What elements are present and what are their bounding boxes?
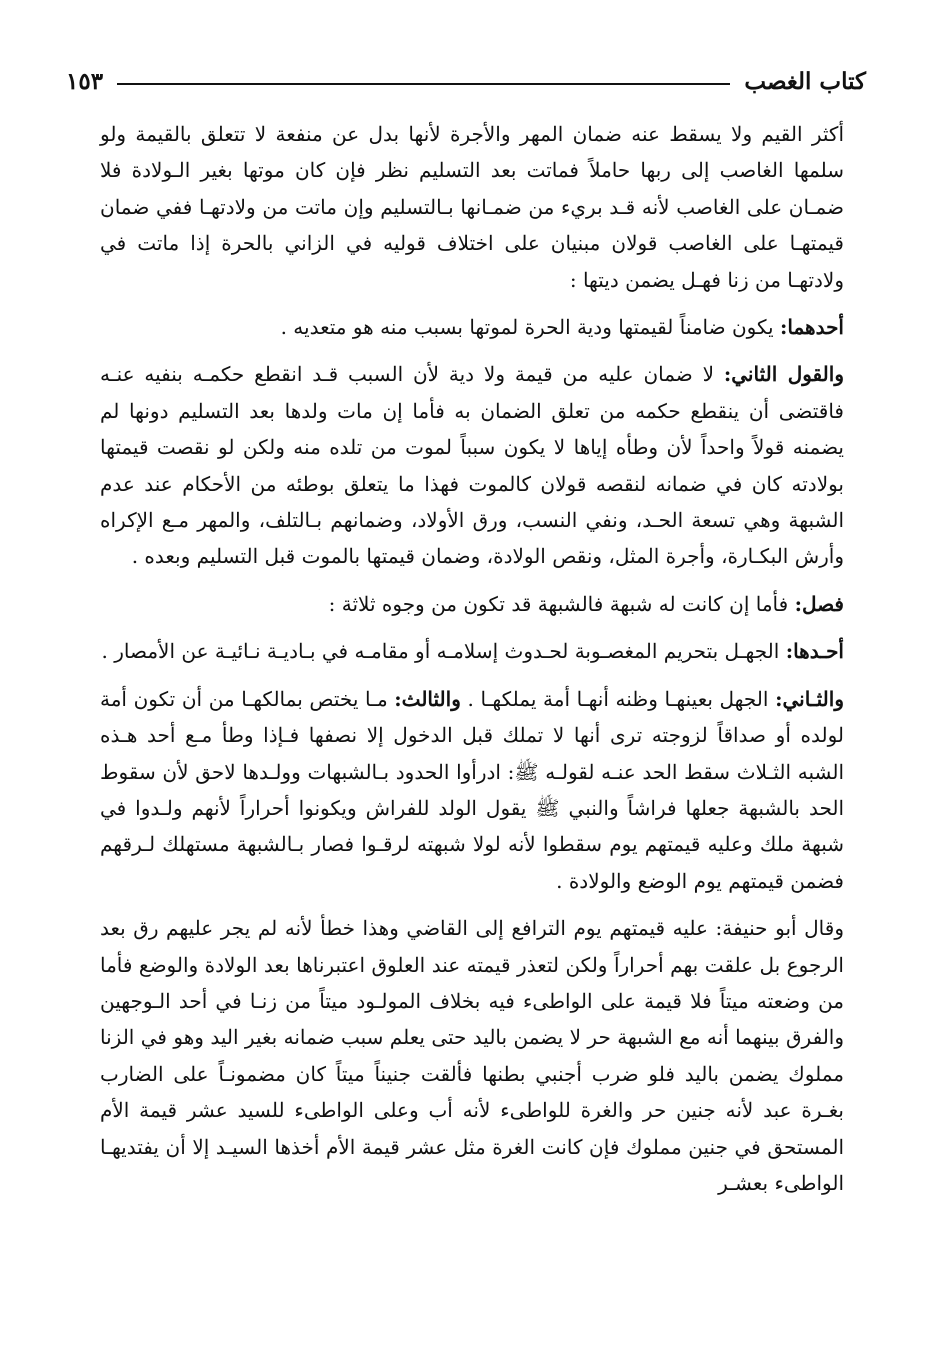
paragraph-5-text: الجهـل بتحريم المغصـوبة لحـدوث إسلامـه أو مقامـه في بـاديـة نـائيـة عن الأمصار . (101, 639, 786, 664)
paragraph-6-text-1: الجهل بعينهـا وظنه أنهـا أمة يملكهـا . (460, 686, 776, 711)
paragraph-4 (100, 586, 844, 622)
paragraph-2 (100, 309, 844, 345)
paragraph-6 (100, 681, 844, 899)
paragraph-6-label-2: والثالث: (394, 686, 461, 711)
chapter-title: كتاب الغصب (744, 67, 866, 95)
page-body (100, 116, 844, 1201)
paragraph-1: أكثر القيم ولا يسقط عنه ضمان المهر والأجرة لأنها بدل عن منفعة لا تتعلق بالقيمة ولو سلمها الغاصب إلى ربها حاملاً فماتت بعد التسليم نظر فإن كان موتها بغير الـولادة فلا ضمـان على الغاصب لأنه قـد بريء من ضمـانها بـالتسليم وإن ماتت من ولادتهـا ففي ضمان قيمتهـا على الغاصب قولان مبنيان على اختلاف قوليه في الزاني بالحرة إذا ماتت في ولادتهـا من زنا فهـل يضمن ديتها : (100, 122, 844, 292)
paragraph-5-label: أحـدها: (785, 639, 844, 664)
paragraph-3 (100, 356, 844, 574)
paragraph-2-text: يكون ضامناً لقيمتها ودية الحرة لموتها بسبب منه هو متعديه . (280, 315, 780, 340)
paragraph-5 (100, 633, 844, 669)
paragraph-6-label-1: والثـاني: (775, 686, 844, 711)
paragraph-3-label: والقول الثاني: (723, 362, 844, 387)
running-header (66, 58, 866, 104)
page-number: ١٥٣ (66, 67, 104, 95)
paragraph-4-text: فأما إن كانت له شبهة فالشبهة قد تكون من وجوه ثلاثة : (328, 591, 795, 616)
paragraph-7: وقال أبو حنيفة: عليه قيمتهم يوم الترافع إلى القاضي وهذا خطأ لأنه لم يجر عليهم رق بعد الرجوع بل علقت بهم أحراراً ولكن لتعذر قيمته عند العلوق اعتبرناها بعد الولادة والوضع فأما من وضعته ميتاً فلا قيمة على الواطىء فيه بخلاف المولـود ميتاً من زنـا في أحد الـوجهين والفرق بينهما أنه مع الشبهة حر لا يضمن باليد حتى يعلم سبب ضمانه بغير اليد وهو في الزنا مملوك يضمن باليد فلو ضرب أجنبي بطنها فألقت جنيناً ميتاً كان مضمونـاً على الضارب بغـرة عبد لأنه جنين حر والغرة للواطىء لأنه أب وعلى الواطىء للسيد عشر قيمة الأم المستحق في جنين مملوك فإن كانت الغرة مثل عشر قيمة الأم أخذها السيـد إلا أن يفتديهـا الواطىء بعشـر (100, 916, 845, 1195)
paragraph-2-label: أحدهما: (779, 315, 844, 340)
header-rule (117, 83, 730, 85)
paragraph-6-text-2: مـا يختص بمالكهـا من أن تكون أمة لولده أو صداقاً لزوجته ترى أنها لا تملك قبل الدخول إلا نصفها فـإذا وطأ مـع أحد هـذه الشبه الثـلاث سقط الحد عنـه لقولـه ﷺ: ادرأوا الحدود بـالشبهات وولـدها لاحق لأن سقوط الحد بالشبهة جعلها فراشاً والنبي ﷺ يقول الولد للفراش ويكونوا أحراراً لأنهم ولـدوا في شبهة ملك وعليه قيمتهم يوم سقطوا لأنه لولا شبهته لرقـوا فصار بـالشبهة مستهلك لـرقهم فضمن قيمتهم يوم الوضع والولادة . (100, 686, 844, 893)
paragraph-3-text: لا ضمان عليه من قيمة ولا دية لأن السبب قـد انقطع حكمـه بنفيه عنـه فاقتضى أن ينقطع حكمه من تعلق الضمان به فأما إن مات ولدها بعد التسليم دونها لم يضمنه قولاً واحداً لأن وطأه إياها لا يكون سبباً لموت من تلده منه ولكن لو نقصت قيمتها بولادته كان في ضمانه لنقصه قولان كالموت فهذا ما يتعلق بوطئه من الأحكام عند عدم الشبهة وهي تسعة الحـد، ونفي النسب، ورق الأولاد، وضمانهم بـالتلف، والمهر مـع الإكراه وأرش البكـارة، وأجرة المثل، ونقص الولادة، وضمان قيمتها بالموت قبل التسليم وبعده . (100, 362, 844, 569)
paragraph-4-label: فصل: (794, 591, 844, 616)
